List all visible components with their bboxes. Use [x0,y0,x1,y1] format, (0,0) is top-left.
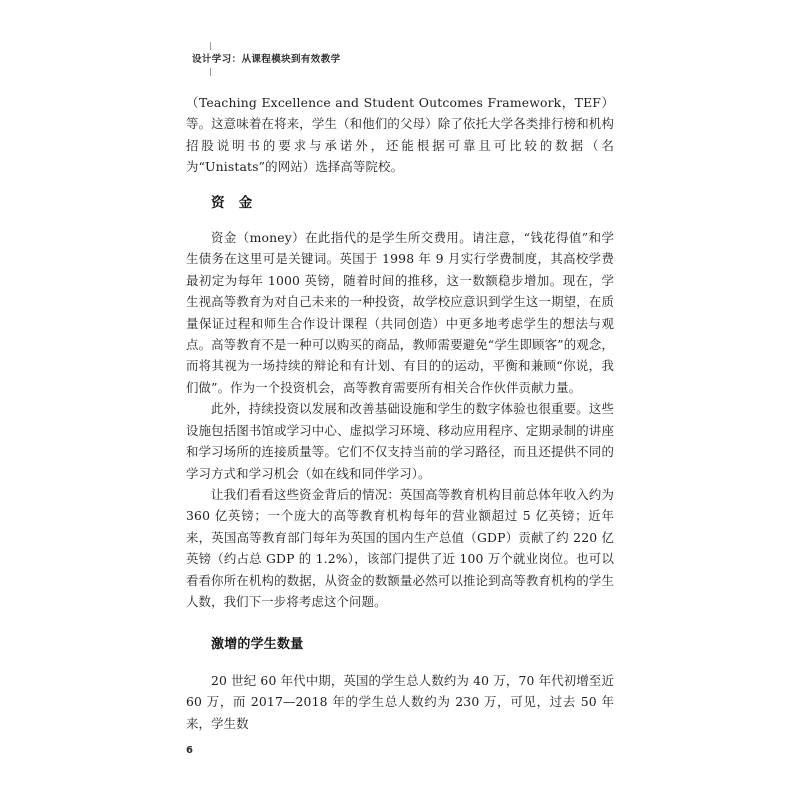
spacer-before-students-heading [186,612,614,634]
running-header-title: 设计学习：从课程模块到有效教学 [192,54,341,65]
heading-money: 资 金 [211,194,253,211]
paragraph-sector-finances: 让我们看看这些资金背后的情况：英国高等教育机构目前总体年收入约为 360 亿英镑；一个庞大的高等教育机构每年的营业额超过 5 亿英镑；近年来，英国高等教育部门每年为英国的国内生产总值（GDP）贡献了约 220 亿英镑（约占总 GDP 的 1.2%），该部门提供了近 100 万个就业岗位。也可以看看你所在机构的数据，从资金的数额量必然可以推论到高等教育机构的学生人数，我们下一步将考虑这个问题。 [186,486,614,609]
paragraph-infrastructure-investment: 此外，持续投资以发展和改善基础设施和学生的数字体验也很重要。这些设施包括图书馆或学习中心、虚拟学习环境、移动应用程序、定期录制的讲座和学习场所的连接质量等。它们不仅支持当前的学习路径，而且还提供不同的学习方式和学习机会（如在线和同伴学习）。 [186,401,614,481]
running-header [186,44,616,76]
body-text-column [186,92,614,734]
spacer-after-money-heading [186,214,614,227]
paragraph-student-numbers: 20 世纪 60 年代中期，英国的学生总人数约为 40 万，70 年代初增至近 60 万，而 2017—2018 年的学生总人数约为 230 万，可见，过去 50 年来，学生数 [186,672,614,731]
paragraph-teaching-excellence: （Teaching Excellence and Student Outcomes Framework，TEF）等。这意味着在将来，学生（和他们的父母）除了依托大学各类排行榜和机构招股说明书的要求与承诺外，还能根据可靠且可比较的数据（名为“Unistats”的网站）选择高等院校。 [186,95,614,175]
spacer-after-students-heading [186,656,614,670]
spacer-before-money-heading [186,178,614,193]
page-number: 6 [186,745,193,756]
header-rule-bottom-tick [210,68,211,76]
header-rule-top-tick [210,42,211,50]
paragraph-money-definition: 资金（money）在此指代的是学生所交费用。请注意，“钱花得值”和学生债务在这里可是关键词。英国于 1998 年 9 月实行学费制度，其高校学费最初定为每年 1000 英镑，随着时间的推移，这一数额稳步增加。现在，学生视高等教育为对自己未来的一种投资，故学校应意识到学生这一期望，在质量保证过程和师生合作设计课程（共同创造）中更多地考虑学生的想法与观点。高等教育不是一种可以购买的商品，教师需要避免“学生即顾客”的观念，而将其视为一场持续的辩论和有计划、有目的的运动，平衡和兼顾“你说，我们做”。作为一个投资机会，高等教育需要所有相关合作伙伴贡献力量。 [186,230,614,395]
heading-student-growth: 激增的学生数量 [211,637,304,653]
